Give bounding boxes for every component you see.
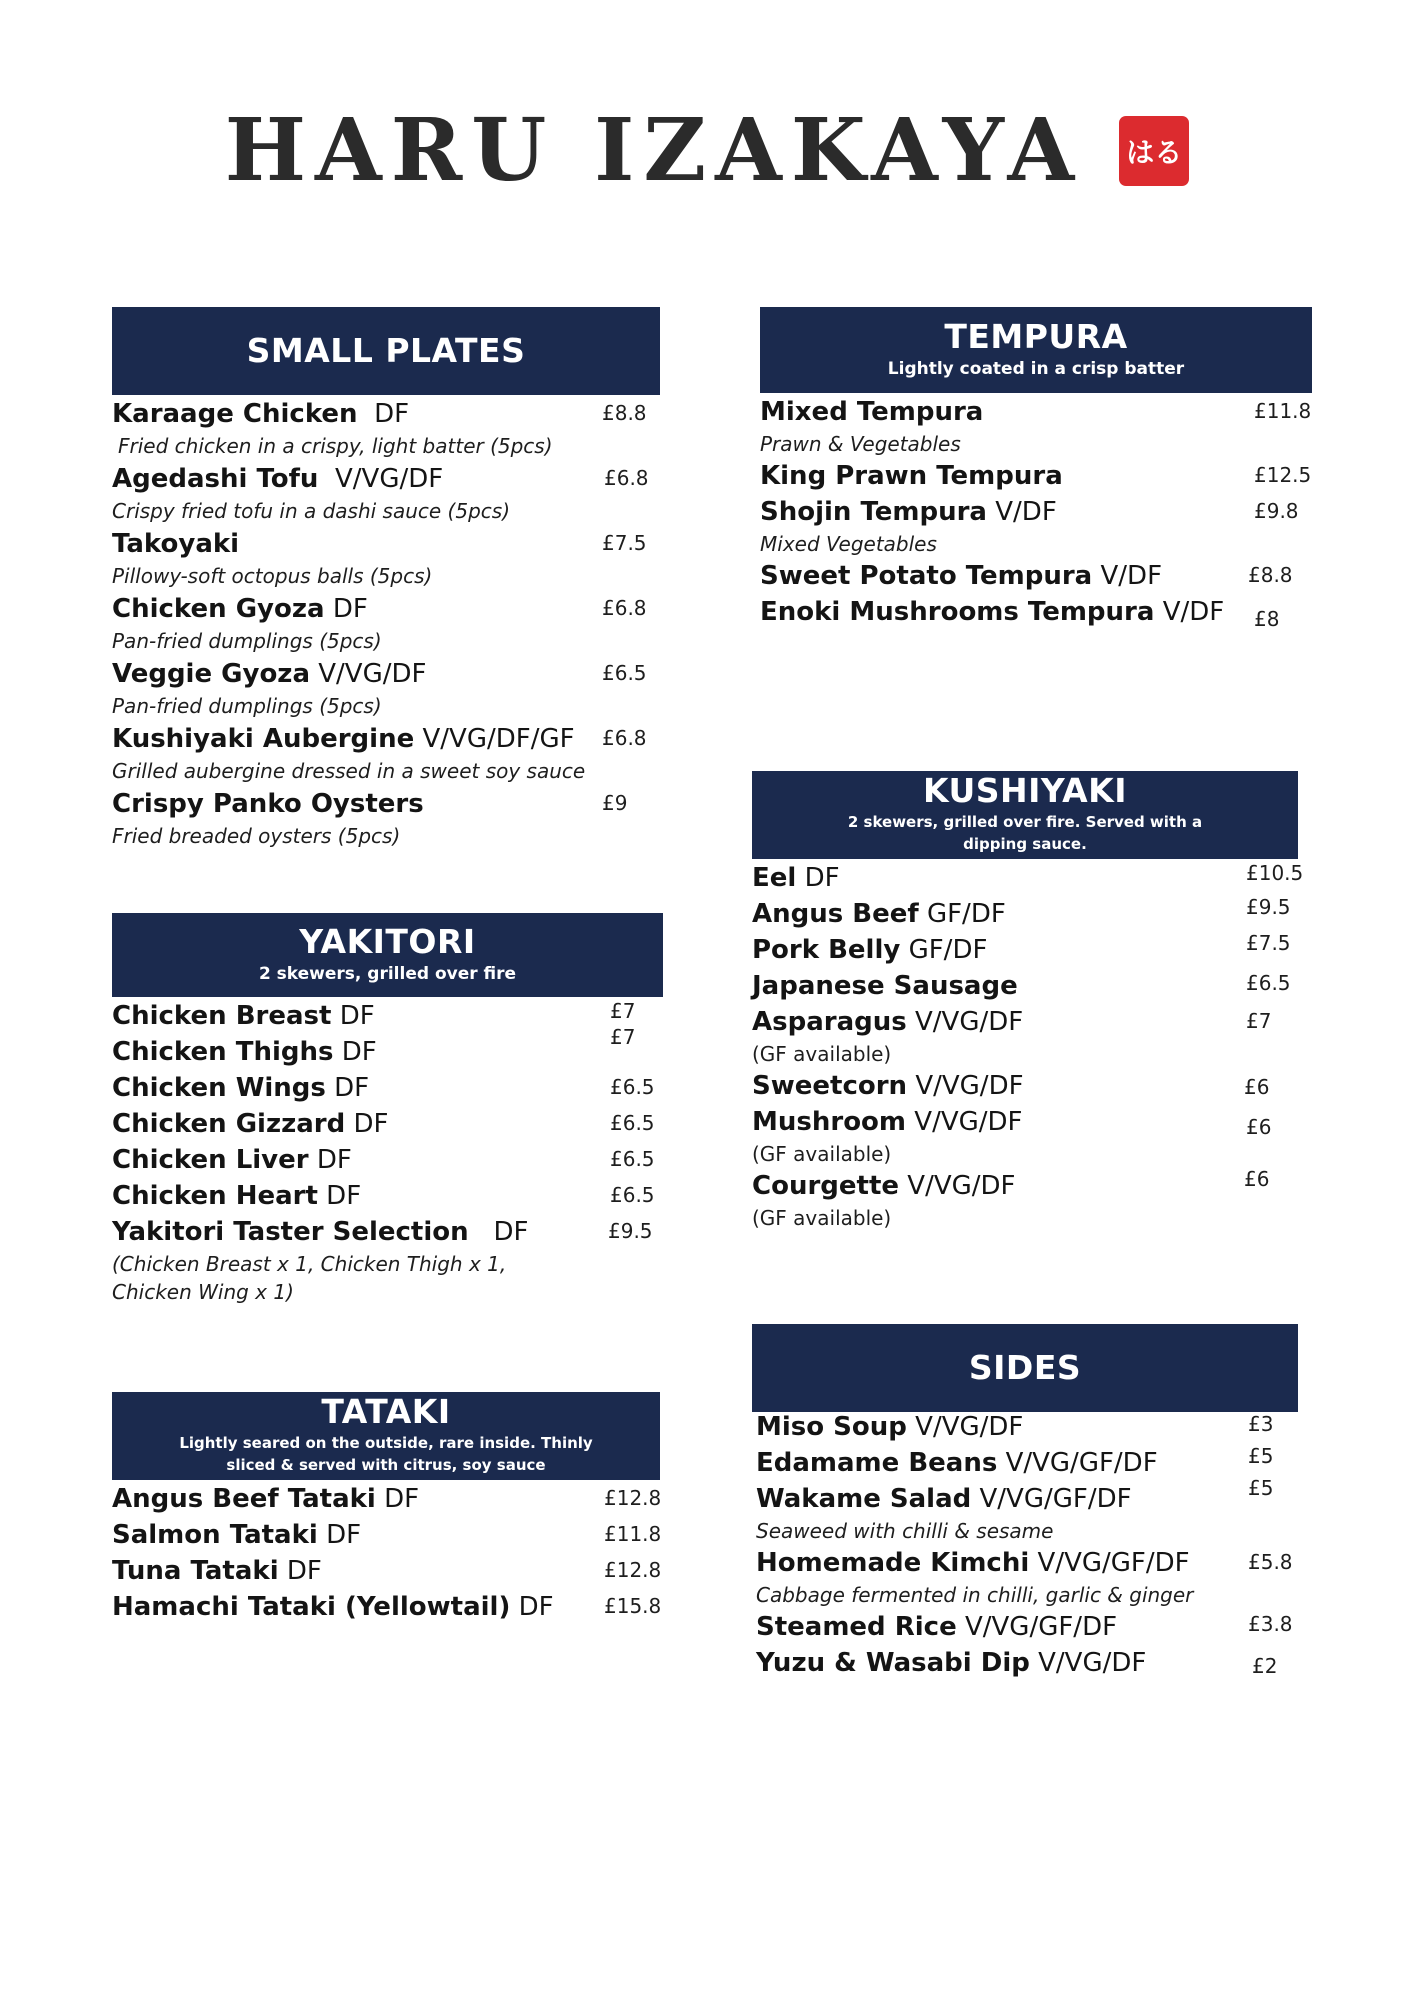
item-name: Hamachi Tataki (Yellowtail) xyxy=(112,1592,511,1622)
menu-item xyxy=(112,998,663,1034)
section-subtitle: 2 skewers, grilled over fire xyxy=(258,963,517,984)
dietary-tags: DF xyxy=(493,1217,529,1247)
item-price: £6.5 xyxy=(610,1183,655,1207)
menu-item xyxy=(752,1168,1298,1232)
item-price: £6.5 xyxy=(610,1075,655,1099)
item-price: £5.8 xyxy=(1248,1550,1293,1574)
menu-item xyxy=(760,558,1312,594)
menu-item xyxy=(112,721,660,786)
item-name: Yakitori Taster Selection xyxy=(112,1217,469,1247)
item-name: Chicken Gyoza xyxy=(112,594,325,624)
item-name: Japanese Sausage xyxy=(752,971,1018,1001)
dietary-tags: DF xyxy=(339,1001,375,1031)
item-description: Pillowy-soft octopus balls (5pcs) xyxy=(112,564,433,588)
item-note: (GF available) xyxy=(752,1206,892,1230)
item-description: Fried chicken in a crispy, light batter (5pcs) xyxy=(118,434,553,458)
item-price: £15.8 xyxy=(604,1594,662,1618)
item-name: Takoyaki xyxy=(112,529,240,559)
section-subtitle: 2 skewers, grilled over fire. Served with a dipping sauce. xyxy=(847,813,1203,853)
item-name: Yuzu & Wasabi Dip xyxy=(756,1648,1030,1678)
item-name: Sweet Potato Tempura xyxy=(760,561,1093,591)
section-sides-items xyxy=(756,1409,1298,1681)
item-name: Angus Beef xyxy=(752,899,919,929)
dietary-tags: DF xyxy=(326,1520,362,1550)
item-price: £9.5 xyxy=(608,1219,653,1243)
section-tataki-items xyxy=(112,1481,660,1625)
item-name: Miso Soup xyxy=(756,1412,907,1442)
item-name: Chicken Wings xyxy=(112,1073,326,1103)
dietary-tags: V/VG/GF/DF xyxy=(1005,1448,1158,1478)
item-price: £7 xyxy=(610,999,636,1023)
item-name: Homemade Kimchi xyxy=(756,1548,1030,1578)
menu-item xyxy=(752,932,1298,968)
item-note: (GF available) xyxy=(752,1142,892,1166)
item-name: Chicken Liver xyxy=(112,1145,309,1175)
item-price: £12.8 xyxy=(604,1486,662,1510)
item-description: Grilled aubergine dressed in a sweet soy sauce xyxy=(112,759,586,783)
item-price: £6 xyxy=(1244,1075,1270,1099)
item-name: Edamame Beans xyxy=(756,1448,998,1478)
dietary-tags: DF xyxy=(332,594,368,624)
section-yakitori-items xyxy=(112,998,663,1308)
item-name: King Prawn Tempura xyxy=(760,461,1063,491)
section-title: KUSHIYAKI xyxy=(922,771,1128,811)
item-name: Tuna Tataki xyxy=(112,1556,279,1586)
item-description: Fried breaded oysters (5pcs) xyxy=(112,824,401,848)
menu-item xyxy=(752,1104,1298,1168)
item-price: £5 xyxy=(1248,1444,1274,1468)
section-title: SMALL PLATES xyxy=(246,330,526,370)
dietary-tags: DF xyxy=(341,1037,377,1067)
dietary-tags: GF/DF xyxy=(908,935,988,965)
section-header-sides xyxy=(752,1324,1298,1412)
section-header-yakitori xyxy=(112,913,663,997)
item-name: Agedashi Tofu xyxy=(112,464,319,494)
dietary-tags: DF xyxy=(353,1109,389,1139)
logo-badge xyxy=(1119,116,1189,186)
menu-item xyxy=(112,1142,663,1178)
dietary-tags: V/VG/DF xyxy=(915,1412,1024,1442)
dietary-tags: DF xyxy=(326,1181,362,1211)
item-price: £9 xyxy=(602,791,628,815)
menu-item xyxy=(756,1476,1298,1545)
dietary-tags: DF xyxy=(804,863,840,893)
dietary-tags: DF xyxy=(384,1484,420,1514)
dietary-tags: DF xyxy=(334,1073,370,1103)
menu-item xyxy=(112,1178,663,1214)
item-name: Sweetcorn xyxy=(752,1071,908,1101)
section-subtitle: Lightly seared on the outside, rare inside. Thinly sliced & served with citrus, soy sauce xyxy=(179,1434,593,1474)
item-name: Veggie Gyoza xyxy=(112,659,310,689)
dietary-tags: V/VG/DF xyxy=(914,1007,1024,1037)
item-name: Crispy Panko Oysters xyxy=(112,789,424,819)
item-note: (GF available) xyxy=(752,1042,892,1066)
dietary-tags: V/DF xyxy=(995,497,1057,527)
item-price: £2 xyxy=(1252,1654,1278,1678)
menu-item xyxy=(756,1609,1298,1645)
dietary-tags: V/VG/GF/DF xyxy=(964,1612,1118,1642)
dietary-tags: V/VG/DF xyxy=(318,659,427,689)
restaurant-name: HARU IZAKAYA xyxy=(224,100,1084,201)
dietary-tags: V/DF xyxy=(1162,597,1225,627)
item-name: Enoki Mushrooms Tempura xyxy=(760,597,1155,627)
menu-item xyxy=(112,1553,660,1589)
menu-item xyxy=(756,1545,1298,1609)
item-name: Salmon Tataki xyxy=(112,1520,318,1550)
section-title: TEMPURA xyxy=(944,317,1128,357)
dietary-tags: V/DF xyxy=(1100,561,1163,591)
item-price: £12.8 xyxy=(604,1558,662,1582)
item-price: £8.8 xyxy=(1248,563,1293,587)
dietary-tags: DF xyxy=(374,399,410,429)
dietary-tags: V/VG/DF xyxy=(1038,1648,1147,1678)
item-price: £6.5 xyxy=(602,661,647,685)
item-price: £6 xyxy=(1246,1115,1272,1139)
item-price: £7 xyxy=(610,1025,636,1049)
item-name: Pork Belly xyxy=(752,935,901,965)
menu-item xyxy=(760,394,1312,458)
menu-item xyxy=(112,1517,660,1553)
item-price: £8 xyxy=(1254,607,1280,631)
section-title: YAKITORI xyxy=(299,922,476,962)
menu-item xyxy=(112,396,660,461)
menu-item xyxy=(112,461,660,526)
item-price: £11.8 xyxy=(604,1522,662,1546)
menu-item xyxy=(112,1214,663,1308)
menu-item xyxy=(752,1004,1298,1068)
item-price: £6 xyxy=(1244,1167,1270,1191)
menu-item xyxy=(760,594,1312,630)
section-header-tataki xyxy=(112,1392,660,1480)
item-price: £8.8 xyxy=(602,401,647,425)
menu-item xyxy=(112,591,660,656)
menu-item xyxy=(752,1068,1298,1104)
item-name: Courgette xyxy=(752,1171,900,1201)
item-price: £7 xyxy=(1246,1009,1272,1033)
item-price: £10.5 xyxy=(1246,861,1304,885)
dietary-tags: DF xyxy=(518,1592,554,1622)
dietary-tags: DF xyxy=(316,1145,352,1175)
menu-item xyxy=(112,786,660,851)
menu-item xyxy=(752,896,1298,932)
item-price: £9.8 xyxy=(1254,499,1299,523)
item-description-continued: Chicken Wing x 1) xyxy=(112,1280,294,1304)
menu-item xyxy=(112,526,660,591)
dietary-tags: V/VG/DF xyxy=(914,1107,1023,1137)
menu-item xyxy=(756,1645,1298,1681)
dietary-tags: V/VG/DF xyxy=(334,464,444,494)
item-name: Mushroom xyxy=(752,1107,907,1137)
menu-item xyxy=(752,860,1304,896)
section-small-plates-items xyxy=(112,396,660,851)
item-price: £12.5 xyxy=(1254,463,1312,487)
menu-item xyxy=(112,1106,663,1142)
menu-item xyxy=(760,458,1312,494)
item-name: Angus Beef Tataki xyxy=(112,1484,376,1514)
item-description: Pan-fried dumplings (5pcs) xyxy=(112,629,382,653)
menu-item xyxy=(112,1481,660,1517)
item-name: Asparagus xyxy=(752,1007,907,1037)
menu-item xyxy=(112,656,660,721)
item-name: Chicken Breast xyxy=(112,1001,332,1031)
item-price: £6.5 xyxy=(610,1111,655,1135)
menu-item xyxy=(112,1025,663,1070)
item-description: Crispy fried tofu in a dashi sauce (5pcs) xyxy=(112,499,510,523)
item-name: Chicken Heart xyxy=(112,1181,318,1211)
item-name: Karaage Chicken xyxy=(112,399,358,429)
section-tempura-items xyxy=(760,394,1312,630)
item-description: Prawn & Vegetables xyxy=(760,432,961,456)
item-price: £7.5 xyxy=(1246,931,1291,955)
item-price: £6.8 xyxy=(604,466,649,490)
item-name: Mixed Tempura xyxy=(760,397,984,427)
dietary-tags: GF/DF xyxy=(926,899,1006,929)
section-header-small-plates xyxy=(112,307,660,395)
item-price: £6.8 xyxy=(602,726,647,750)
item-name: Wakame Salad xyxy=(756,1484,972,1514)
item-price: £9.5 xyxy=(1246,895,1291,919)
dietary-tags: V/VG/DF xyxy=(915,1071,1024,1101)
item-price: £3 xyxy=(1248,1412,1274,1436)
dietary-tags: DF xyxy=(286,1556,322,1586)
item-name: Kushiyaki Aubergine xyxy=(112,724,415,754)
item-price: £6.5 xyxy=(610,1147,655,1171)
item-description: Seaweed with chilli & sesame xyxy=(756,1519,1054,1543)
item-price: £11.8 xyxy=(1254,399,1312,423)
item-price: £3.8 xyxy=(1248,1612,1293,1636)
item-name: Eel xyxy=(752,863,797,893)
item-price: £6.5 xyxy=(1246,971,1291,995)
menu-item xyxy=(752,968,1298,1004)
menu-item xyxy=(756,1409,1298,1445)
item-description: (Chicken Breast x 1, Chicken Thigh x 1, xyxy=(112,1252,507,1276)
section-title: TATAKI xyxy=(321,1392,451,1432)
item-name: Chicken Thighs xyxy=(112,1037,334,1067)
section-header-kushiyaki xyxy=(752,771,1298,859)
logo-text: はる xyxy=(1126,136,1183,169)
item-price: £7.5 xyxy=(602,531,647,555)
menu-item xyxy=(112,1070,663,1106)
dietary-tags: V/VG/DF xyxy=(907,1171,1016,1201)
menu-item xyxy=(112,1589,660,1625)
item-name: Steamed Rice xyxy=(756,1612,957,1642)
dietary-tags: V/VG/GF/DF xyxy=(1037,1548,1190,1578)
item-description: Mixed Vegetables xyxy=(760,532,937,556)
item-name: Shojin Tempura xyxy=(760,497,987,527)
section-header-tempura xyxy=(760,307,1312,393)
item-name: Chicken Gizzard xyxy=(112,1109,346,1139)
item-price: £6.8 xyxy=(602,596,647,620)
section-subtitle: Lightly coated in a crisp batter xyxy=(887,358,1185,379)
dietary-tags: V/VG/GF/DF xyxy=(979,1484,1132,1514)
item-price: £5 xyxy=(1248,1476,1274,1500)
section-title: SIDES xyxy=(968,1347,1082,1387)
item-description: Cabbage fermented in chilli, garlic & ginger xyxy=(756,1583,1194,1607)
menu-item xyxy=(760,494,1312,558)
item-description: Pan-fried dumplings (5pcs) xyxy=(112,694,382,718)
section-kushiyaki-items xyxy=(752,860,1304,1232)
dietary-tags: V/VG/DF/GF xyxy=(422,724,575,754)
menu-header xyxy=(0,96,1414,206)
menu-item xyxy=(756,1445,1298,1481)
